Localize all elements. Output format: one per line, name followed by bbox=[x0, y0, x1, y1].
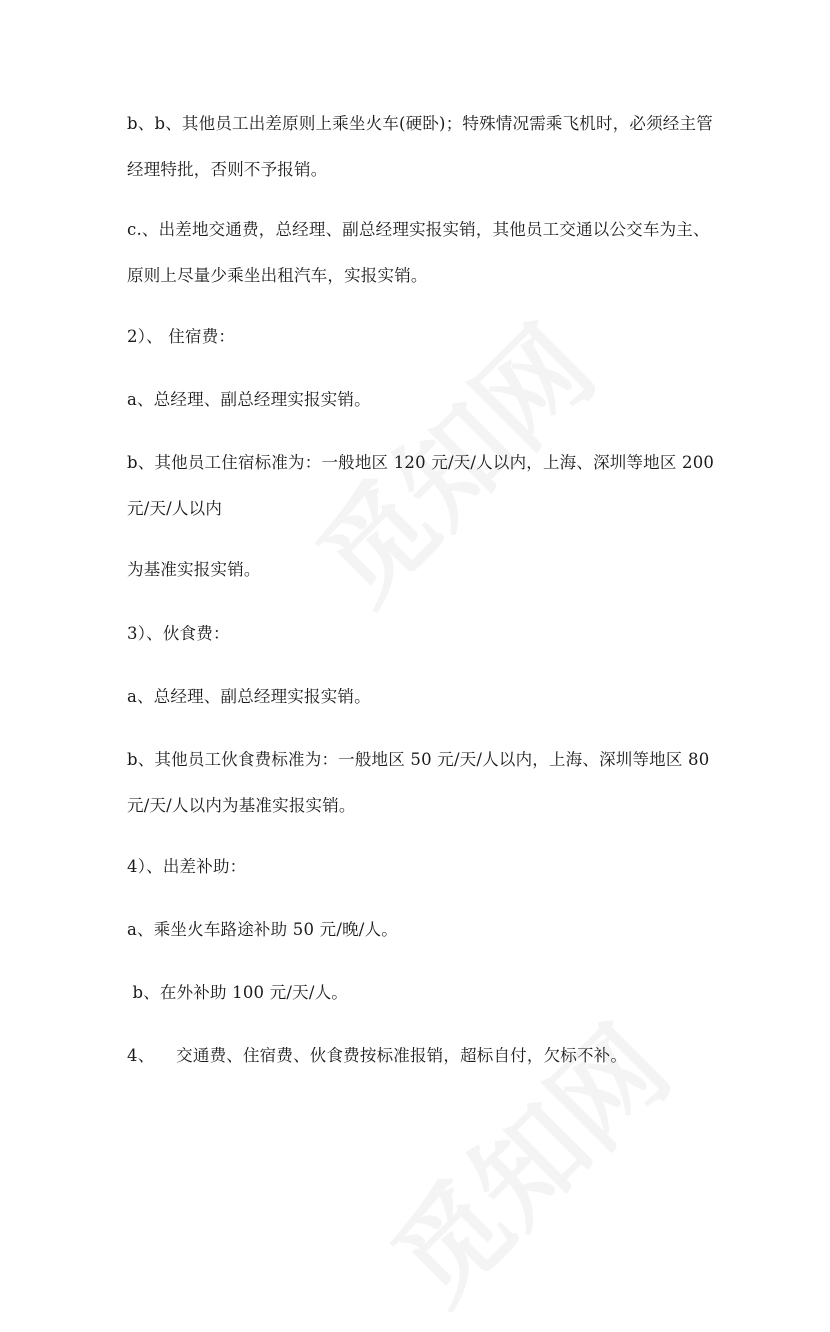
paragraph-line: a、乘坐火车路途补助 50 元/晚/人。 bbox=[127, 920, 398, 939]
section-heading: 3）、伙食费： bbox=[127, 624, 230, 643]
paragraph-line: c.、出差地交通费，总经理、副总经理实报实销，其他员工交通以公交车为主、 bbox=[127, 220, 710, 239]
watermark bbox=[352, 986, 697, 1331]
paragraph-line: b、b、其他员工出差原则上乘坐火车(硬卧)；特殊情况需乘飞机时，必须经主管 bbox=[127, 114, 713, 133]
paragraph-line: 元/天/人以内 bbox=[127, 499, 223, 518]
paragraph-line: 原则上尽量少乘坐出租汽车，实报实销。 bbox=[127, 266, 428, 285]
paragraph-line: a、总经理、副总经理实报实销。 bbox=[127, 390, 371, 409]
paragraph-line: 经理特批，否则不予报销。 bbox=[127, 160, 328, 179]
paragraph-line: b、其他员工伙食费标准为：一般地区 50 元/天/人以内，上海、深圳等地区 80 bbox=[127, 750, 710, 769]
section-heading: 2）、 住宿费： bbox=[127, 327, 236, 346]
paragraph-line: b、在外补助 100 元/天/人。 bbox=[127, 983, 349, 1002]
paragraph-line: a、总经理、副总经理实报实销。 bbox=[127, 687, 371, 706]
paragraph-line: 4、 交通费、住宿费、伙食费按标准报销，超标自付，欠标不补。 bbox=[127, 1046, 628, 1065]
paragraph-line: 元/天/人以内为基准实报实销。 bbox=[127, 796, 356, 815]
paragraph-line: b、其他员工住宿标准为：一般地区 120 元/天/人以内，上海、深圳等地区 200 bbox=[127, 453, 715, 472]
paragraph-line: 为基准实报实销。 bbox=[127, 560, 261, 579]
section-heading: 4）、出差补助： bbox=[127, 857, 247, 876]
